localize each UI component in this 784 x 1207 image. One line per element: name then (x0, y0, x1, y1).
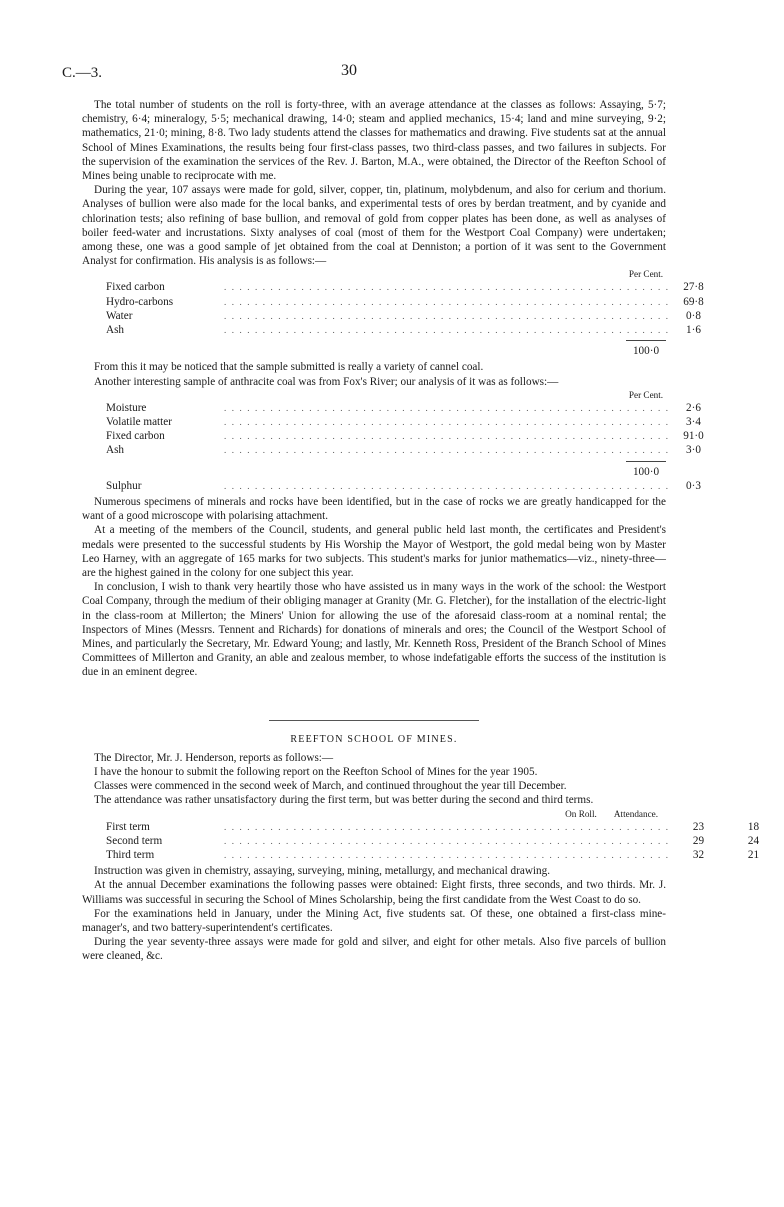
roll-value: 32 (692, 848, 705, 861)
paragraph: Classes were commenced in the second week of March, and continued throughout the year till December. (94, 780, 567, 793)
row-label: Volatile matter (106, 415, 172, 428)
page-number: 30 (341, 62, 357, 79)
paragraph: Numerous specimens of minerals and rocks have been identified, but in the case of rocks we are greatly handicapped for the want of a good microscope with polarising attachment. (82, 495, 666, 523)
table-row (82, 834, 760, 848)
row-label: Moisture (106, 401, 147, 414)
leader-dots: .......................................................... (224, 325, 674, 335)
roll-value: 23 (692, 820, 705, 833)
paragraph: Another interesting sample of anthracite coal was from Fox's River; our analysis of it was as follows:— (94, 375, 559, 388)
leader-dots: .......................................................... (224, 480, 674, 491)
leader-dots: .......................................................... (224, 310, 674, 321)
table-row (82, 848, 760, 862)
attendance-value: 18 (747, 820, 760, 833)
row-label: Fixed carbon (106, 281, 165, 294)
row-value: 0·8 (686, 309, 701, 322)
leader-dots: .......................................................... (224, 835, 674, 846)
leader-dots: .......................................................... (224, 402, 674, 413)
paragraph: For the examinations held in January, under the Mining Act, five students sat. Of these, one obtained a first-class mine-manager's, and two battery-superintendent's certificates. (82, 907, 666, 934)
leader-dots: .......................................................... (224, 296, 674, 307)
column-header-attendance: Attendance. (613, 808, 659, 819)
paragraph: From this it may be noticed that the sample submitted is really a variety of cannel coal. (94, 361, 484, 374)
column-header: Per Cent. (628, 269, 664, 280)
row-value: 27·8 (683, 281, 704, 294)
row-value: 1·6 (686, 324, 701, 336)
paragraph: At a meeting of the members of the Council, students, and general public held last month, the certificates and President's medals were presented to the successful students by His Worship the Mayor of Westport, the gold medal being won by Master Leo Harney, with an aggregate of 165 marks for two subjects. This student's marks for junior mathematics—viz., ninety-three—are the highest gained in the colony for one subject this year. (82, 524, 666, 579)
table-row (82, 443, 701, 457)
leader-dots: .......................................................... (224, 821, 674, 832)
paragraph: During the year seventy-three assays were made for gold and silver, and eight for other metals. Also five parcels of bullion were cleaned, &c. (82, 936, 666, 963)
report-code: C.—3. (62, 65, 103, 81)
row-label: Hydro-carbons (106, 295, 174, 308)
row-value: 69·8 (683, 295, 704, 308)
row-value: 0·3 (686, 479, 701, 492)
row-value: 3·0 (686, 444, 701, 457)
westport-section (82, 98, 704, 680)
paragraph: The Director, Mr. J. Henderson, reports as follows:— (94, 751, 334, 764)
column-header-roll: On Roll. (565, 808, 597, 819)
paragraph: At the annual December examinations the following passes were obtained: Eight firsts, three seconds, and two thirds. Mr. J. Williams was successful in securing the School of Mines Scholarship, being the first candidate from the West Coast to do so. (82, 879, 666, 906)
attendance-table (82, 808, 760, 863)
roll-value: 29 (692, 834, 705, 847)
row-value: 91·0 (683, 430, 704, 443)
leader-dots: .......................................................... (224, 416, 674, 427)
section-divider (269, 720, 479, 721)
row-label: First term (106, 820, 150, 833)
row-label: Sulphur (106, 479, 142, 492)
table-total: 100·0 (626, 340, 666, 358)
table-row (82, 820, 760, 834)
paragraph: Instruction was given in chemistry, assaying, surveying, mining, metallurgy, and mechanical drawing. (94, 865, 550, 878)
leader-dots: .......................................................... (224, 849, 674, 860)
leader-dots: .......................................................... (224, 282, 674, 293)
jet-analysis-table (82, 269, 704, 358)
reefton-section (82, 733, 760, 964)
table-row (82, 295, 704, 309)
section-title: REEFTON SCHOOL OF MINES. (290, 733, 458, 745)
leader-dots: .......................................................... (224, 431, 674, 442)
attendance-value: 24 (747, 834, 760, 847)
paragraph: In conclusion, I wish to thank very heartily those who have assisted us in many ways in the work of the school: the Westport Coal Company, through the medium of their obliging manager at Granity (Mr. G. Fletcher), for the installation of the electric-light in the class-room at Millerton; the Miners' Union for allowing the use of the aforesaid class-room at a nominal rental; the Inspectors of Mines (Messrs. Tennent and Richards) for donations of minerals and ores; the Council of the Westport School of Mines, and particularly the Secretary, Mr. Edward Young; and lastly, Mr. Kenneth Ross, President of the Branch School of Mines Committees of Millerton and Granity, an able and zealous member, to whose indefatigable efforts the success of the institution is due in an eminent degree. (82, 581, 666, 679)
paragraph: The attendance was rather unsatisfactory during the first term, but was better during the second and third terms. (94, 794, 594, 807)
row-value: 3·4 (686, 415, 701, 428)
table-row (82, 280, 704, 294)
attendance-value: 21 (747, 848, 760, 861)
row-label: Third term (106, 848, 155, 861)
paragraph: During the year, 107 assays were made for gold, silver, copper, tin, platinum, molybdenum, and also for cerium and thorium. Analyses of bullion were also made for the local banks, and experimental tests of ores by berdan treatment, and by cyanide and chlorination tests; also refining of base bullion, and removal of gold from copper plates has been done, as well as analyses of boiler feed-water and incrustations. Sixty analyses of coal (most of them for the Westport Coal Company) were undertaken; among these, one was a good sample of jet obtained from the coal at Denniston; a portion of it was sent to the Government Analyst for confirmation. His analysis is as follows:— (82, 184, 666, 268)
row-label: Second term (106, 834, 163, 847)
table-total: 100·0 (626, 461, 666, 479)
table-row (82, 309, 701, 323)
table-row (82, 401, 701, 415)
paragraph: The total number of students on the roll is forty-three, with an average attendance at the classes as follows: Assaying, 5·7; chemistry, 6·4; mineralogy, 5·5; mechanical drawing, 14·0; steam and applied mechanics, 15·4; land and mine surveying, 9·2; mathematics, 21·0; mining, 8·8. Two lady students attend the classes for mathematics and drawing. Five students sat at the annual School of Mines Examinations, the results being four first-class passes, two third-class passes, and two failures in subjects. For the supervision of the examination the services of the Rev. J. Barton, M.A., were obtained, the Director of the Reefton School of Mines being unable to reciprocate with me. (82, 99, 666, 183)
row-label: Ash (106, 444, 125, 457)
column-header: Per Cent. (628, 389, 664, 400)
table-row (82, 429, 704, 443)
paragraph: I have the honour to submit the following report on the Reefton School of Mines for the year 1905. (94, 765, 538, 778)
row-value: 2·6 (686, 401, 701, 414)
leader-dots: .......................................................... (224, 445, 674, 456)
row-label: Water (106, 309, 133, 322)
row-label: Ash (106, 324, 125, 336)
anthracite-analysis-table (82, 389, 704, 493)
table-row (82, 415, 701, 429)
row-label: Fixed carbon (106, 430, 165, 443)
table-row (82, 323, 701, 337)
table-row (82, 479, 701, 493)
